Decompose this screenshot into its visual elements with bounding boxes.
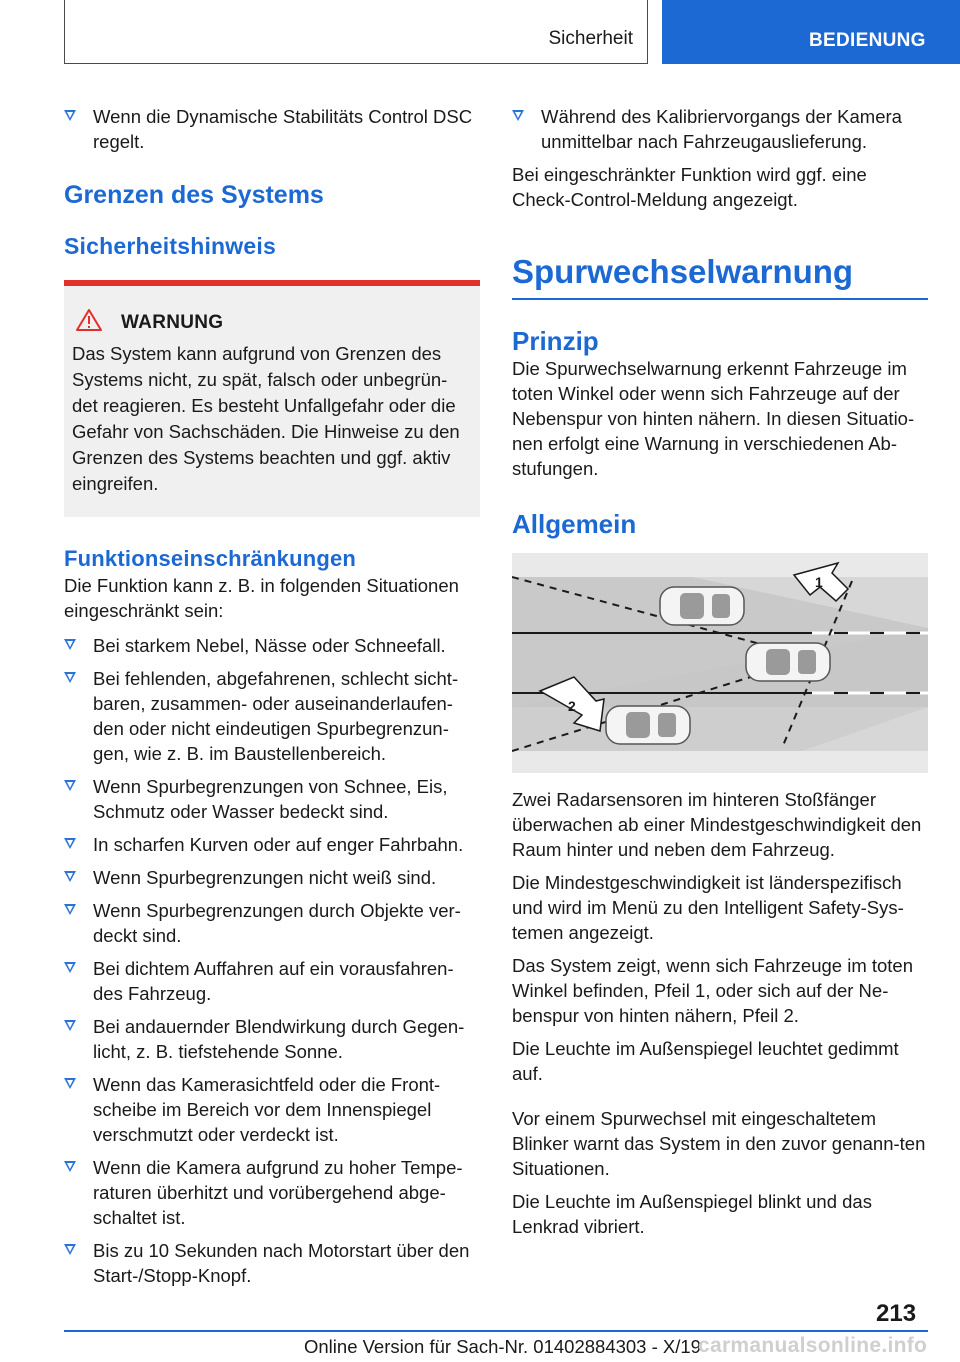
paragraph: Vor einem Spurwechsel mit eingeschaltetem Blinker warnt das System in den zuvor genann-ten Situationen. [512, 1107, 926, 1179]
list-item-text: Bis zu 10 Sekunden nach Motorstart über den Start-/Stopp-Knopf. [93, 1240, 470, 1286]
heading-grenzen: Grenzen des Systems [64, 181, 324, 209]
heading-sicherheitshinweis: Sicherheitshinweis [64, 233, 276, 259]
bullet-triangle-icon [64, 838, 76, 849]
list-item [64, 774, 480, 824]
paragraph: Die Mindestgeschwindigkeit ist länderspezifisch und wird im Menü zu den Intelligent Safety-Sys-temen angezeigt. [512, 871, 904, 943]
warning-text: Das System kann aufgrund von Grenzen des Systems nicht, zu spät, falsch oder unbegrün-det reagieren. Es besteht Unfallgefahr oder die Gefahr von Sachschäden. Die Hinweise zu den Grenzen des Systems beachten und ggf. aktiv eingreifen. [72, 343, 460, 494]
bullet-triangle-icon [64, 780, 76, 791]
list-item-text: Wenn Spurbegrenzungen nicht weiß sind. [93, 867, 437, 888]
list-item-text: Wenn Spurbegrenzungen durch Objekte ver-deckt sind. [93, 900, 461, 946]
car-icon [746, 643, 830, 681]
heading-allgemein: Allgemein [512, 508, 637, 539]
bullet-triangle-icon [512, 110, 524, 121]
list-item [64, 832, 480, 857]
bullet-triangle-icon [64, 1244, 76, 1255]
prinzip-text: Die Spurwechselwarnung erkennt Fahrzeuge im toten Winkel oder wenn sich Fahrzeuge auf der Nebenspur von hinten nähern. In diesen Situatio-nen erfolgt eine Warnung in verschiedenen Ab-stufungen. [512, 357, 915, 479]
paragraph: Bei eingeschränkter Funktion wird ggf. eine Check-Control-Meldung angezeigt. [512, 164, 867, 210]
bullet-triangle-icon [64, 1020, 76, 1031]
lane-change-illustration [512, 553, 928, 773]
heading-rule [512, 298, 928, 300]
list-item-text: Wenn das Kamerasichtfeld oder die Front-scheibe im Bereich vor dem Innenspiegel verschmutzt oder verdeckt ist. [93, 1074, 441, 1145]
heading-prinzip: Prinzip [512, 325, 599, 356]
warning-title: WARNUNG [121, 311, 224, 333]
paragraph: Zwei Radarsensoren im hinteren Stoßfänger überwachen ab einer Mindestgeschwindigkeit den Raum hinter und neben dem Fahrzeug. [512, 788, 922, 860]
paragraph: Die Leuchte im Außenspiegel leuchtet gedimmt auf. [512, 1037, 899, 1084]
header-frame [64, 0, 648, 64]
warning-box [64, 280, 480, 517]
left-column [64, 104, 480, 1296]
list-item [512, 104, 928, 154]
arrow-1-label: 1 [815, 573, 823, 590]
header-section-title: Sicherheit [548, 28, 633, 49]
list-item-text: Bei starkem Nebel, Nässe oder Schneefall. [93, 635, 446, 656]
header-chapter-tab: BEDIENUNG [662, 0, 960, 64]
list-item-text: Wenn die Dynamische Stabilitäts Control DSC regelt. [93, 106, 473, 152]
bullet-triangle-icon [64, 904, 76, 915]
list-item [64, 1155, 480, 1230]
list-item [64, 666, 480, 766]
list-item-text: Bei dichtem Auffahren auf ein vorausfahren-des Fahrzeug. [93, 958, 454, 1004]
list-item [64, 956, 480, 1006]
intro-text: Die Funktion kann z. B. in folgenden Situationen eingeschränkt sein: [64, 575, 459, 621]
car-icon [606, 706, 690, 744]
heading-funktionseinschraenkungen: Funktionseinschränkungen [64, 546, 357, 571]
heading-spurwechselwarnung: Spurwechselwarnung [512, 253, 854, 290]
footer-text: Online Version für Sach-Nr. 01402884303 - X/19 [304, 1336, 701, 1357]
bullet-triangle-icon [64, 871, 76, 882]
car-icon [660, 587, 744, 625]
watermark: carmanualsonline.info [698, 1334, 928, 1357]
road-diagram [512, 553, 928, 773]
right-column [512, 104, 928, 1239]
paragraph: Das System zeigt, wenn sich Fahrzeuge im toten Winkel befinden, Pfeil 1, oder sich auf der Ne-benspur von hinten nähern, Pfeil 2. [512, 954, 914, 1026]
list-item [64, 865, 480, 890]
list-item [64, 1072, 480, 1147]
bullet-triangle-icon [64, 110, 76, 121]
warning-header [72, 308, 472, 337]
list-item [64, 1238, 480, 1288]
list-item [64, 104, 480, 154]
list-item-text: Wenn Spurbegrenzungen von Schnee, Eis, Schmutz oder Wasser bedeckt sind. [93, 776, 448, 822]
bullet-triangle-icon [64, 962, 76, 973]
bullet-triangle-icon [64, 1078, 76, 1089]
list-item [64, 898, 480, 948]
warning-triangle-icon [72, 308, 113, 337]
list-item-text: Während des Kalibriervorgangs der Kamera unmittelbar nach Fahrzeugauslieferung. [541, 106, 902, 152]
list-item [64, 1014, 480, 1064]
paragraph: Die Leuchte im Außenspiegel blinkt und das Lenkrad vibriert. [512, 1190, 872, 1237]
bullet-triangle-icon [64, 672, 76, 683]
list-item-text: Bei fehlenden, abgefahrenen, schlecht sicht-baren, zusammen- oder auseinanderlaufen-den oder nicht eindeutigen Spurbegrenzun-gen, wie z. B. im Baustellenbereich. [93, 668, 459, 764]
bullet-triangle-icon [64, 1161, 76, 1172]
bullet-triangle-icon [64, 639, 76, 650]
arrow-2-label: 2 [568, 697, 576, 714]
page-number: 213 [876, 1300, 917, 1327]
list-item [64, 633, 480, 658]
list-item-text: In scharfen Kurven oder auf enger Fahrbahn. [93, 834, 464, 855]
list-item-text: Bei andauernder Blendwirkung durch Gegen-licht, z. B. tiefstehende Sonne. [93, 1016, 465, 1062]
list-item-text: Wenn die Kamera aufgrund zu hoher Tempe-raturen überhitzt und vorübergehend abge-schaltet ist. [93, 1157, 463, 1228]
footer-rule [64, 1330, 928, 1332]
